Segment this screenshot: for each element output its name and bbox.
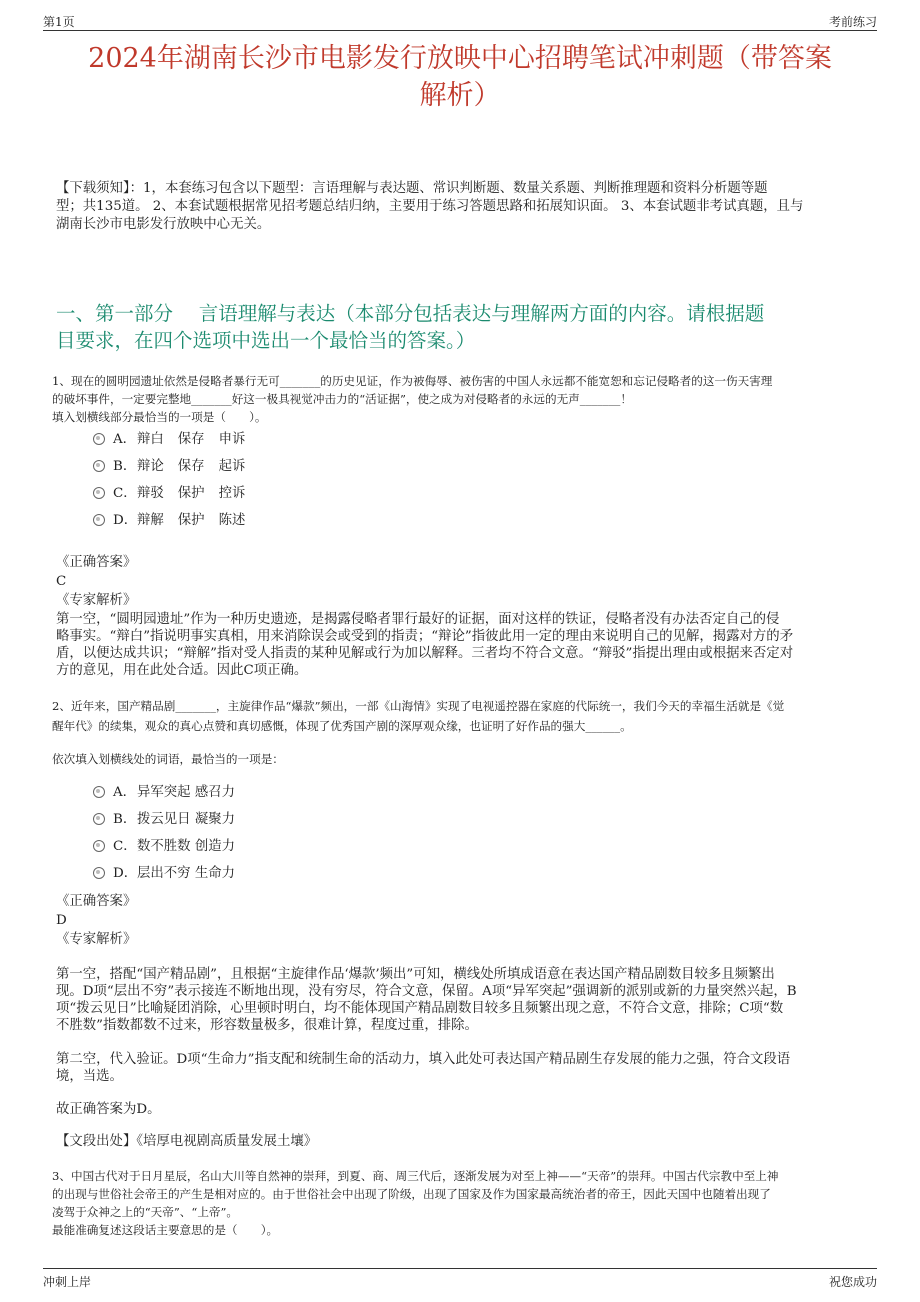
q2-line-2: 醒年代》的续集，观众的真心点赞和真切感慨，体现了优秀国产剧的深厚观众缘，也证明了好作品的强大______。 bbox=[52, 719, 632, 733]
analysis-label: 《专家解析》 bbox=[56, 593, 137, 608]
q2-analysis-p1 bbox=[56, 966, 864, 1034]
q1-option-d[interactable] bbox=[93, 512, 259, 530]
option-label: B． bbox=[113, 459, 137, 474]
radio-icon[interactable] bbox=[93, 514, 105, 526]
q2-option-a[interactable] bbox=[93, 784, 235, 802]
analysis-line: 项“拨云见日”比喻疑团消除，心里顿时明白，均不能体现国产精品剧数目较多且频繁出现之意，不符合文意，排除；C项“数 bbox=[56, 1001, 784, 1016]
analysis-line: 方的意见，用在此处合适。因此C项正确。 bbox=[56, 663, 308, 678]
q1-option-a[interactable] bbox=[93, 431, 259, 449]
analysis-line: 盾，以便达成共识；“辩解”指对受人指责的某种见解或行为加以解释。三者均不符合文意。“辩驳”指提出理由或根据来否定对 bbox=[56, 646, 794, 661]
option-word: 辩驳 bbox=[137, 486, 164, 501]
notice-line-3: 湖南长沙市电影发行放映中心无关。 bbox=[56, 217, 271, 232]
page-header bbox=[43, 10, 877, 31]
radio-icon[interactable] bbox=[93, 786, 105, 798]
option-word: 辩白 bbox=[137, 432, 164, 447]
correct-answer-label: 《正确答案》 bbox=[56, 555, 137, 570]
q3-line-4: 最能准确复述这段话主要意思的是（ ）。 bbox=[52, 1223, 279, 1237]
page-number: 第1页 bbox=[43, 15, 75, 29]
section-heading bbox=[56, 300, 870, 354]
option-word: 陈述 bbox=[218, 513, 246, 528]
option-word: 起诉 bbox=[218, 459, 246, 474]
option-text: 异军突起 感召力 bbox=[137, 785, 235, 800]
question-1-stem bbox=[52, 372, 880, 426]
document-title bbox=[40, 40, 880, 114]
option-word: 申诉 bbox=[218, 432, 246, 447]
q2-line-1: 2、近年来，国产精品剧_______，主旋律作品“爆款”频出，一部《山海情》实现了电视遥控器在家庭的代际统一，我们今天的幸福生活就是《觉 bbox=[52, 699, 785, 713]
analysis-line: 第一空，“圆明园遗址”作为一种历史遗迹，是揭露侵略者罪行最好的证据，面对这样的铁证，侵略者没有办法否定自己的侵 bbox=[56, 612, 780, 627]
q2-source: 【文段出处】《培厚电视剧高质量发展土壤》 bbox=[56, 1134, 318, 1149]
option-text: 拨云见日 凝聚力 bbox=[137, 812, 235, 827]
download-notice bbox=[56, 180, 864, 234]
option-word: 控诉 bbox=[218, 486, 246, 501]
option-word: 辩解 bbox=[137, 513, 164, 528]
option-label: C． bbox=[113, 839, 137, 854]
radio-icon[interactable] bbox=[93, 487, 105, 499]
correct-answer: C bbox=[56, 574, 67, 589]
q2-option-b[interactable] bbox=[93, 811, 235, 829]
radio-icon[interactable] bbox=[93, 840, 105, 852]
header-tag: 考前练习 bbox=[828, 15, 877, 29]
q1-line-2: 的破坏事件，一定要完整地_______好这一极具视觉冲击力的“活证据”，使之成为对侵略者的永远的无声_______！ bbox=[52, 392, 632, 406]
radio-icon[interactable] bbox=[93, 460, 105, 472]
option-word: 保护 bbox=[177, 486, 205, 501]
correct-answer: D bbox=[56, 913, 67, 928]
section-line-1: 一、第一部分 言语理解与表达（本部分包括表达与理解两方面的内容。请根据题 bbox=[56, 302, 765, 325]
analysis-line: 不胜数”指数都数不过来，形容数量极多，很难计算，程度过重，排除。 bbox=[56, 1018, 478, 1033]
q2-analysis-p2 bbox=[56, 1051, 864, 1085]
notice-line-1: 【下载须知】：1，本套练习包含以下题型：言语理解与表达题、常识判断题、数量关系题、判断推理题和资料分析题等题 bbox=[56, 181, 768, 196]
option-word: 保存 bbox=[177, 432, 205, 447]
notice-line-2: 型；共135道。 2、本套试题根据常见招考题总结归纳，主要用于练习答题思路和拓展知识面。 3、本套试题非考试真题，且与 bbox=[56, 199, 804, 214]
analysis-line: 第二空，代入验证。D项“生命力”指支配和统制生命的活动力，填入此处可表达国产精品剧生存发展的能力之强，符合文段语 bbox=[56, 1052, 791, 1067]
q2-option-c[interactable] bbox=[93, 838, 235, 856]
correct-answer-label: 《正确答案》 bbox=[56, 894, 137, 909]
option-label: A． bbox=[113, 432, 137, 447]
analysis-line: 境，当选。 bbox=[56, 1069, 123, 1084]
q2-line-3: 依次填入划横线处的词语，最恰当的一项是： bbox=[52, 752, 284, 766]
radio-icon[interactable] bbox=[93, 813, 105, 825]
q2-answer-block bbox=[56, 893, 864, 948]
q1-line-1: 1、现在的圆明园遗址依然是侵略者暴行无可_______的历史见证，作为被侮辱、被伤害的中国人永远都不能宽恕和忘记侵略者的这一伤天害理 bbox=[52, 374, 773, 388]
option-label: D． bbox=[113, 866, 138, 881]
analysis-line: 第一空，搭配“国产精品剧”，且根据“主旋律作品‘爆款’频出”可知，横线处所填成语意在表达国产精品剧数目较多且频繁出 bbox=[56, 967, 775, 982]
analysis-line: 略事实。“辩白”指说明事实真相，用来消除误会或受到的指责；“辩论”指彼此用一定的理由来说明自己的见解，揭露对方的矛 bbox=[56, 629, 794, 644]
title-line-2: 解析） bbox=[419, 80, 501, 111]
footer-right: 祝您成功 bbox=[828, 1275, 877, 1289]
radio-icon[interactable] bbox=[93, 867, 105, 879]
analysis-line: 现。D项“层出不穷”表示接连不断地出现，没有穷尽，符合文意，保留。A项“异军突起”强调新的派别或新的力量突然兴起，B bbox=[56, 984, 797, 999]
option-text: 数不胜数 创造力 bbox=[137, 839, 235, 854]
q3-line-2: 的出现与世俗社会帝王的产生是相对应的。由于世俗社会中出现了阶级，出现了国家及作为国家最高统治者的帝王，因此天国中也随着出现了 bbox=[52, 1187, 771, 1201]
option-label: B． bbox=[113, 812, 137, 827]
option-label: A． bbox=[113, 785, 137, 800]
radio-icon[interactable] bbox=[93, 433, 105, 445]
option-word: 保存 bbox=[177, 459, 205, 474]
q2-conclusion: 故正确答案为D。 bbox=[56, 1102, 161, 1117]
option-label: D． bbox=[113, 513, 138, 528]
q1-answer-block bbox=[56, 554, 864, 679]
q3-line-1: 3、中国古代对于日月星辰，名山大川等自然神的崇拜，到夏、商、周三代后，逐渐发展为对至上神——“天帝”的崇拜。中国古代宗教中至上神 bbox=[52, 1169, 779, 1183]
q3-line-3: 凌驾于众神之上的“天帝”、“上帝”。 bbox=[52, 1205, 239, 1219]
footer-left: 冲刺上岸 bbox=[43, 1275, 92, 1289]
option-label: C． bbox=[113, 486, 137, 501]
option-text: 层出不穷 生命力 bbox=[137, 866, 235, 881]
question-3-stem bbox=[52, 1167, 880, 1239]
q1-line-3: 填入划横线部分最恰当的一项是（ ）。 bbox=[52, 410, 267, 424]
analysis-label: 《专家解析》 bbox=[56, 932, 137, 947]
option-word: 保护 bbox=[177, 513, 205, 528]
title-line-1: 2024年湖南长沙市电影发行放映中心招聘笔试冲刺题（带答案 bbox=[88, 43, 832, 74]
question-2-stem bbox=[52, 697, 880, 768]
option-word: 辩论 bbox=[137, 459, 164, 474]
q1-option-c[interactable] bbox=[93, 485, 259, 503]
page-footer bbox=[43, 1268, 877, 1289]
section-line-2: 目要求，在四个选项中选出一个最恰当的答案。） bbox=[56, 329, 476, 352]
q1-option-b[interactable] bbox=[93, 458, 259, 476]
q1-analysis bbox=[56, 611, 864, 679]
q2-option-d[interactable] bbox=[93, 865, 235, 883]
